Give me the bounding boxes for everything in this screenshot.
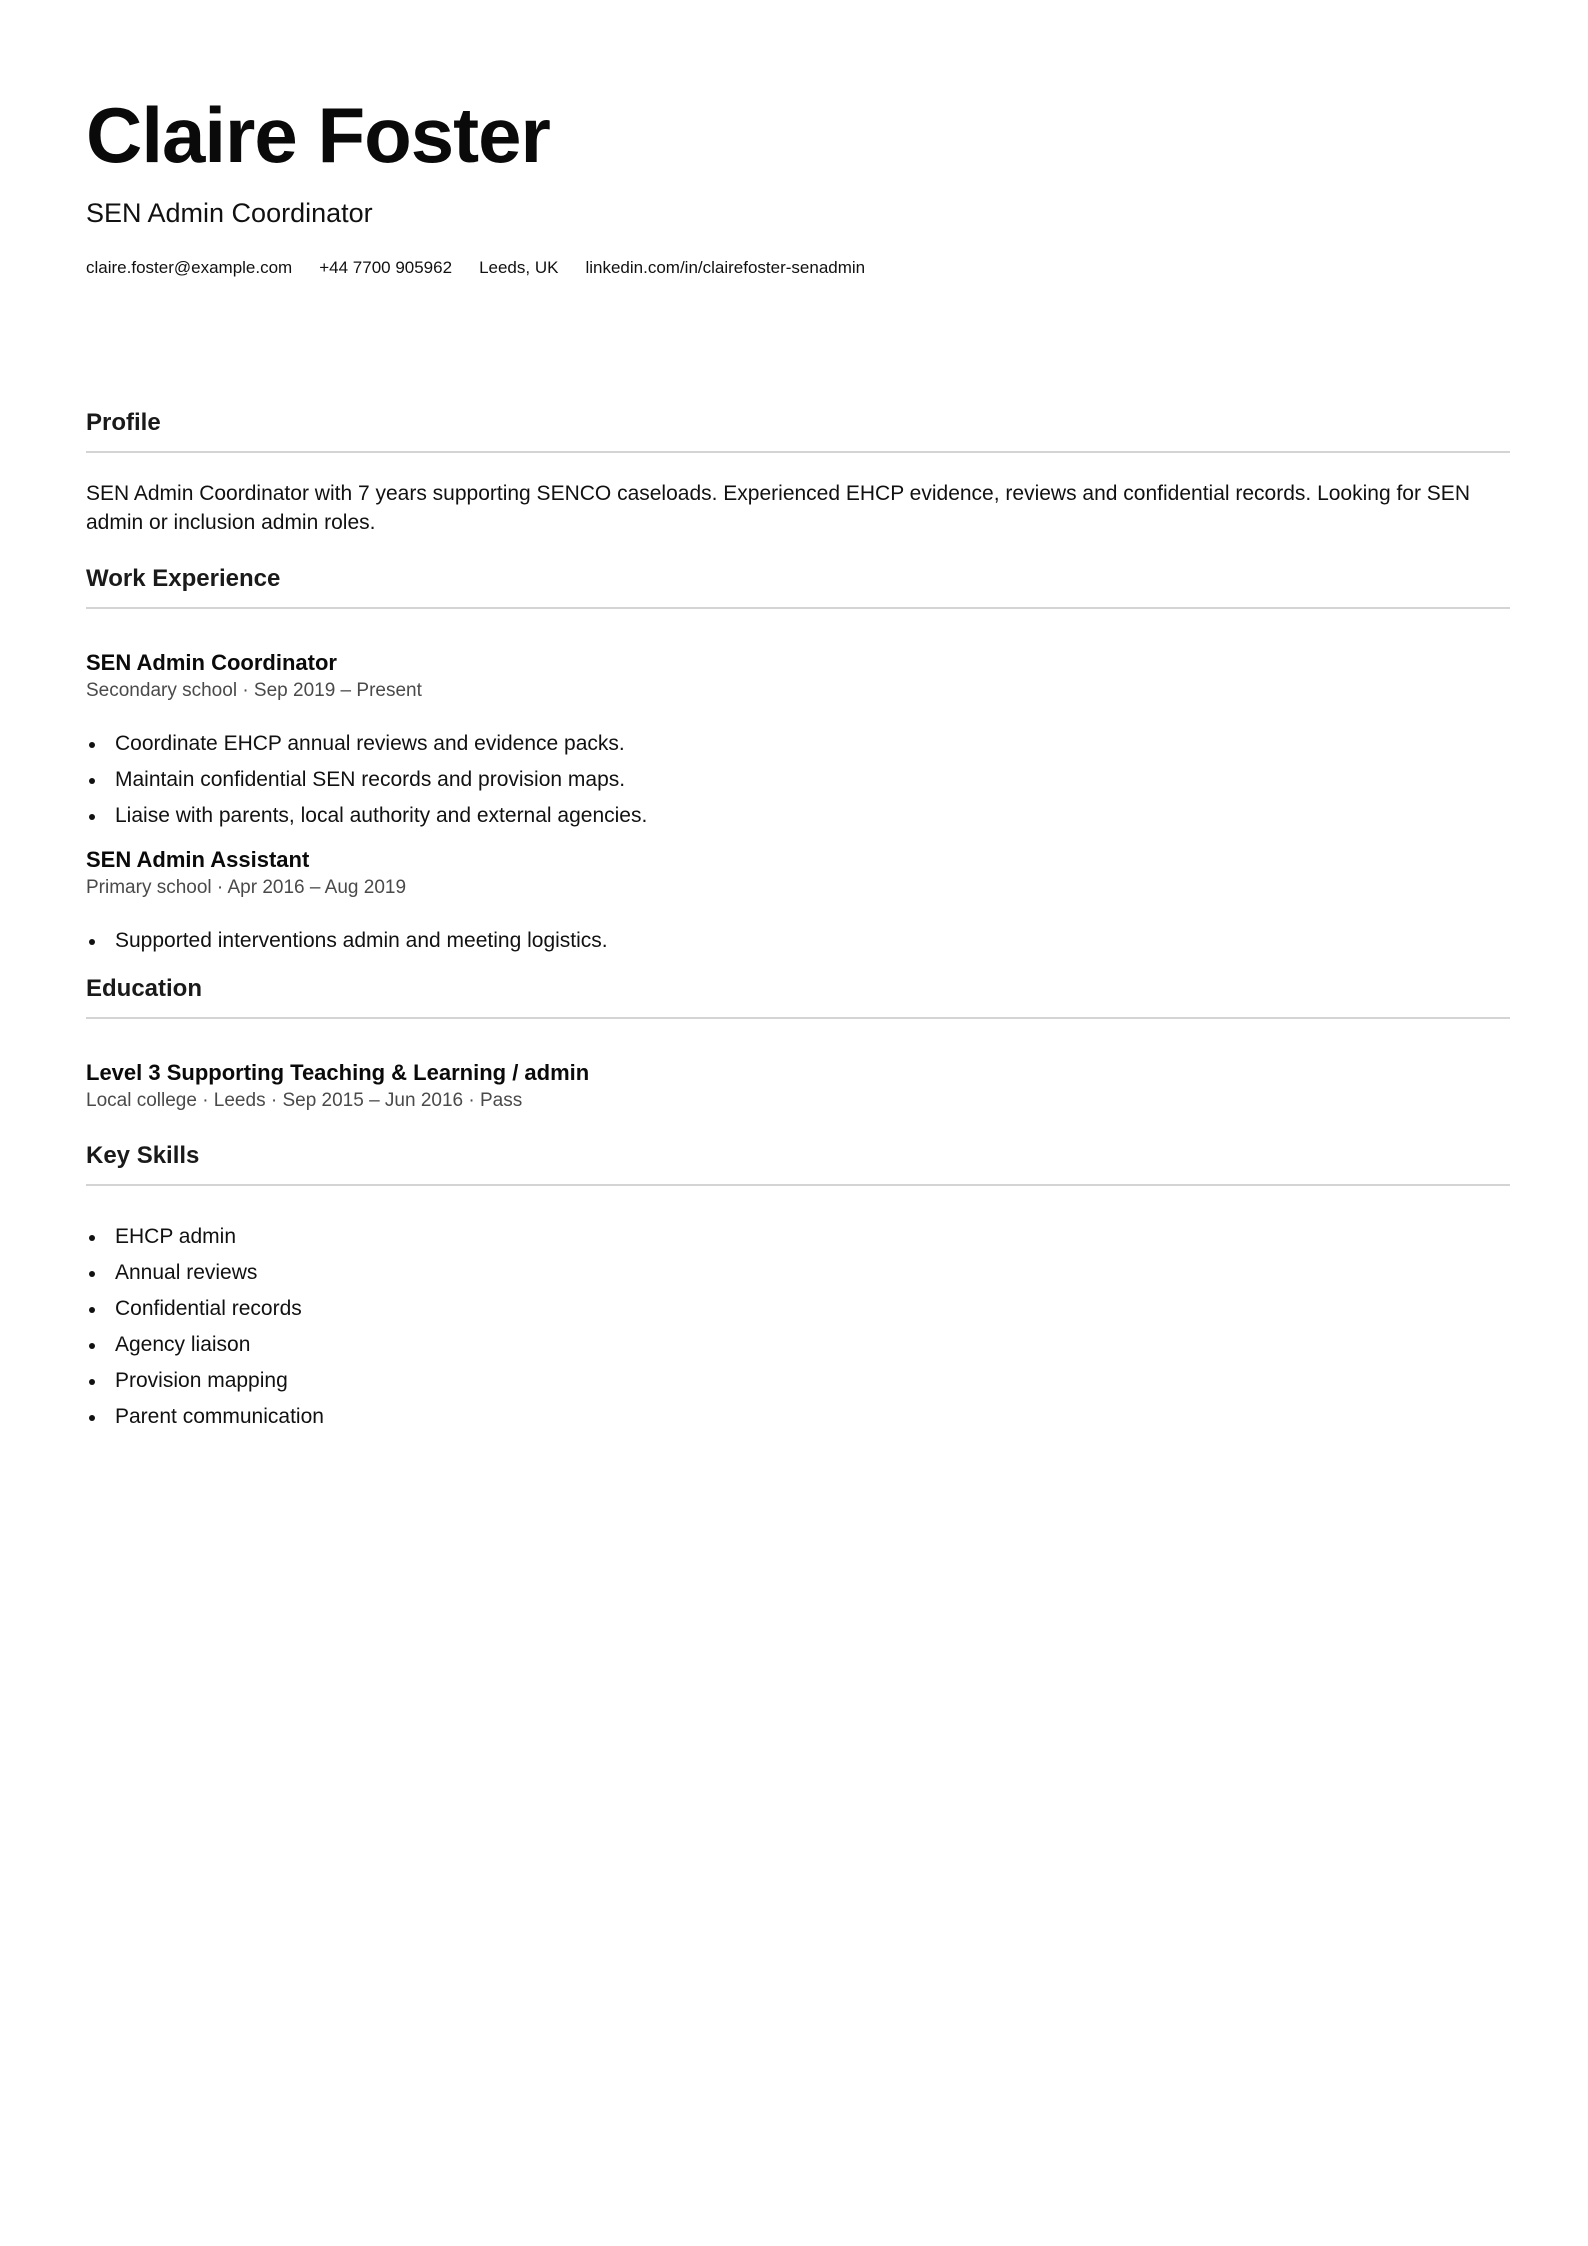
skill-item: Provision mapping [86, 1363, 1510, 1399]
contact-row [86, 258, 865, 278]
contact-email[interactable]: claire.foster@example.com [86, 258, 293, 277]
skill-item: Parent communication [86, 1399, 1510, 1435]
job-title: SEN Admin Assistant [86, 847, 310, 872]
contact-linkedin[interactable]: linkedin.com/in/clairefoster-senadmin [585, 258, 866, 277]
contact-location: Leeds, UK [479, 258, 559, 277]
education-meta: Local college · Leeds · Sep 2015 – Jun 2016 · Pass [86, 1090, 523, 1112]
job-meta: Secondary school · Sep 2019 – Present [86, 680, 422, 702]
profile-summary: SEN Admin Coordinator with 7 years supporting SENCO caseloads. Experienced EHCP evidence, reviews and confidential records. Looking for SEN admin or inclusion admin roles. [86, 482, 1470, 534]
skills-list [86, 1219, 1510, 1435]
job-title: SEN Admin Coordinator [86, 650, 337, 675]
job-bullets [86, 726, 1510, 834]
job-bullet: Supported interventions admin and meeting logistics. [86, 923, 1510, 959]
job-bullet: Maintain confidential SEN records and provision maps. [86, 762, 1510, 798]
skill-item: EHCP admin [86, 1219, 1510, 1255]
job-bullet: Liaise with parents, local authority and external agencies. [86, 798, 1510, 834]
job-bullet: Coordinate EHCP annual reviews and evidence packs. [86, 726, 1510, 762]
job-bullets [86, 923, 1510, 959]
job-entry [86, 650, 1510, 834]
candidate-headline: SEN Admin Coordinator [86, 198, 373, 228]
section-title-education: Education [86, 975, 1510, 1019]
experience-section [86, 565, 1510, 953]
job-entry [86, 847, 1510, 959]
job-meta: Primary school · Apr 2016 – Aug 2019 [86, 877, 407, 899]
contact-phone[interactable]: +44 7700 905962 [319, 258, 453, 277]
candidate-name: Claire Foster [86, 91, 550, 179]
section-title-skills: Key Skills [86, 1142, 1510, 1186]
skills-section [86, 1142, 1510, 1428]
section-title-experience: Work Experience [86, 565, 1510, 609]
education-entry [86, 1060, 1510, 1113]
skill-item: Agency liaison [86, 1327, 1510, 1363]
education-qualification: Level 3 Supporting Teaching & Learning / admin [86, 1060, 590, 1085]
skill-item: Confidential records [86, 1291, 1510, 1327]
skill-item: Annual reviews [86, 1255, 1510, 1291]
education-section [86, 975, 1510, 1112]
section-title-profile: Profile [86, 409, 1510, 453]
profile-section [86, 409, 1510, 537]
